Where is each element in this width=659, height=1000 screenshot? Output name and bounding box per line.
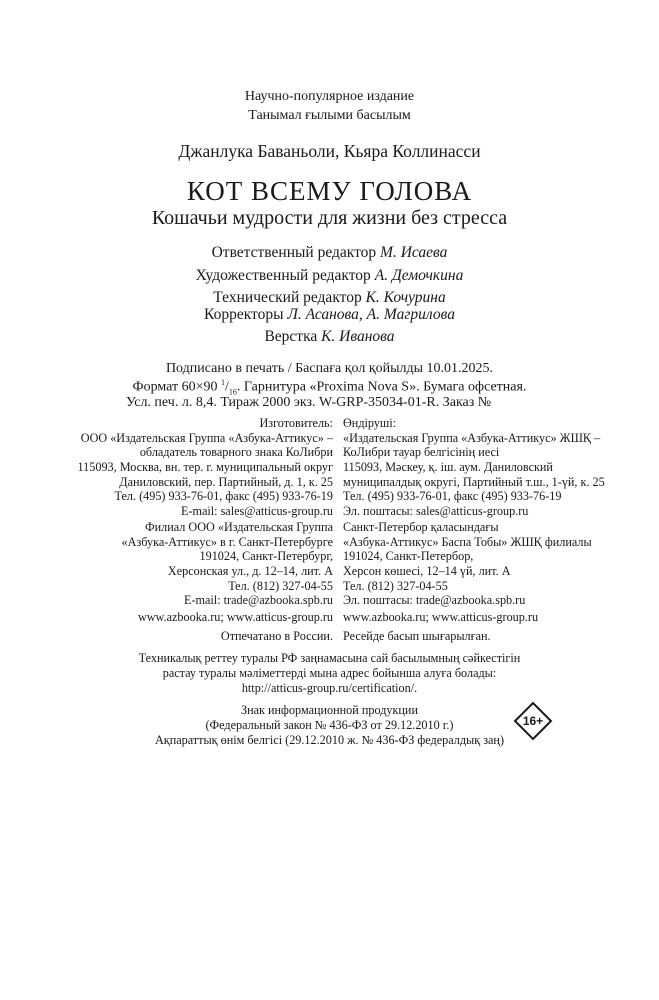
branch-kk-line: Санкт-Петербор қаласындағы — [343, 520, 499, 534]
signed-date: Подписано в печать / Баспаға қол қойылды 10.01.2025. — [165, 361, 494, 376]
manufacturer-kk-line: «Издательская Группа «Азбука-Аттикус» ЖШҚ – — [343, 430, 601, 445]
branch-ru-line: 191024, Санкт-Петербург, — [199, 549, 333, 564]
websites-kk-line: www.azbooka.ru; www.atticus-group.ru — [343, 610, 539, 624]
credit-role: Художественный редактор — [195, 267, 371, 284]
age-info-line: (Федеральный закон № 436-ФЗ от 29.12.2010 г.) — [205, 718, 454, 732]
age-rating-label: 16+ — [522, 714, 544, 728]
manufacturer-kk-line: КоЛибри тауар белгісінің иесі — [343, 445, 500, 460]
credit-name: Л. Асанова, А. Магрилова — [287, 306, 455, 323]
credit-role: Ответственный редактор — [211, 244, 377, 261]
websites-kk — [343, 610, 538, 625]
websites-ru-line: www.azbooka.ru; www.atticus-group.ru — [137, 610, 333, 624]
branch-kk — [343, 520, 592, 608]
branch-ru-line: Тел. (812) 327-04-55 — [228, 578, 333, 593]
manufacturer-ru-line: Даниловский, пер. Партийный, д. 1, к. 25 — [119, 474, 333, 489]
websites-ru — [138, 610, 333, 625]
manufacturer-kk-line: Тел. (495) 933-76-01, факс (495) 933-76-19 — [343, 489, 562, 504]
manufacturer-ru-line: Тел. (495) 933-76-01, факс (495) 933-76-19 — [114, 489, 333, 504]
branch-kk-line: Херсон көшесі, 12–14 үй, лит. А — [343, 564, 511, 579]
credit-line — [0, 244, 659, 262]
edition-type-ru: Научно-популярное издание — [244, 89, 415, 104]
credit-line — [0, 267, 659, 285]
manufacturer-kk-line: муниципалдық округі, Партийный т.ш., 1-үй, к. 25 — [343, 474, 605, 489]
manufacturer-kk-line: Өндіруші: — [343, 416, 397, 430]
edition-type-kk: Танымал ғылыми басылым — [248, 108, 411, 123]
printed-ru-line: Отпечатано в России. — [220, 629, 333, 643]
manufacturer-kk-line: 115093, Мәскеу, қ. іш. аум. Даниловский — [343, 460, 553, 475]
manufacturer-ru-line: обладатель товарного знака КоЛибри — [139, 445, 333, 460]
credit-name: К. Иванова — [321, 328, 395, 345]
manufacturer-ru-line: Изготовитель: — [259, 416, 333, 430]
printed-ru — [221, 629, 333, 644]
certification-line: растау туралы мәліметтерді мына адрес бойынша алуға болады: — [162, 666, 497, 680]
branch-ru — [122, 520, 333, 608]
credit-line — [0, 289, 659, 307]
branch-ru-line: Филиал ООО «Издательская Группа — [145, 520, 333, 534]
certification-line: Техникалық реттеу туралы РФ заңнамасына сай басылымның сәйкестігін — [138, 651, 521, 665]
credit-name: М. Исаева — [380, 244, 448, 261]
credit-line — [0, 328, 659, 346]
age-info-line: Знак информационной продукции — [241, 703, 418, 717]
book-subtitle: Кошачьи мудрости для жизни без стресса — [151, 207, 508, 229]
branch-ru-line: E-mail: trade@azbooka.spb.ru — [184, 593, 333, 608]
format-fraction-den: 16 — [228, 387, 237, 397]
credit-line — [0, 306, 659, 324]
branch-ru-line: «Азбука-Аттикус» в г. Санкт-Петербурге — [121, 534, 333, 549]
branch-kk-line: 191024, Санкт-Петербор, — [343, 549, 474, 564]
age-info-line: Ақпараттық өнім белгісі (29.12.2010 ж. № 436-ФЗ федералдық заң) — [154, 733, 505, 747]
manufacturer-kk-line: Эл. поштасы: sales@atticus-group.ru — [343, 504, 529, 519]
manufacturer-kk — [343, 416, 605, 519]
printed-kk — [343, 629, 491, 644]
printed-kk-line: Ресейде басып шығарылған. — [343, 629, 491, 643]
manufacturer-ru-line: 115093, Москва, вн. тер. г. муниципальный округ — [77, 460, 333, 475]
branch-ru-line: Херсонская ул., д. 12–14, лит. А — [167, 564, 333, 579]
format-fraction-num: 1 — [221, 378, 226, 387]
branch-kk-line: Эл. поштасы: trade@azbooka.spb.ru — [343, 593, 526, 608]
authors: Джанлука Баваньоли, Кьяра Коллинасси — [178, 141, 481, 161]
format-prefix: Формат 60×90 — [132, 379, 218, 395]
manufacturer-ru-line: E-mail: sales@atticus-group.ru — [180, 504, 333, 519]
certification-url: http://atticus-group.ru/certification/. — [241, 681, 418, 695]
book-title: КОТ ВСЕМУ ГОЛОВА — [186, 176, 473, 206]
print-run: Усл. печ. л. 8,4. Тираж 2000 экз. W-GRP-35034-01-R. Заказ № — [126, 395, 492, 410]
branch-kk-line: «Азбука-Аттикус» Баспа Тобы» ЖШҚ филиалы — [343, 534, 592, 549]
credit-name: А. Демочкина — [374, 267, 464, 284]
manufacturer-ru — [78, 416, 333, 519]
manufacturer-ru-line: ООО «Издательская Группа «Азбука-Аттикус» – — [80, 430, 333, 445]
credit-name: К. Кочурина — [365, 289, 446, 306]
credit-role: Корректоры — [204, 306, 284, 323]
format-suffix: . Гарнитура «Proxima Nova S». Бумага офсетная. — [236, 379, 527, 395]
credit-role: Верстка — [264, 328, 318, 345]
branch-kk-line: Тел. (812) 327-04-55 — [343, 578, 448, 593]
format-line: Формат 60×90 $^1/_{16}$. Гарнитура «Proxima Nova S». Бумага офсетная. — [132, 378, 527, 397]
credit-role: Технический редактор — [213, 289, 362, 306]
